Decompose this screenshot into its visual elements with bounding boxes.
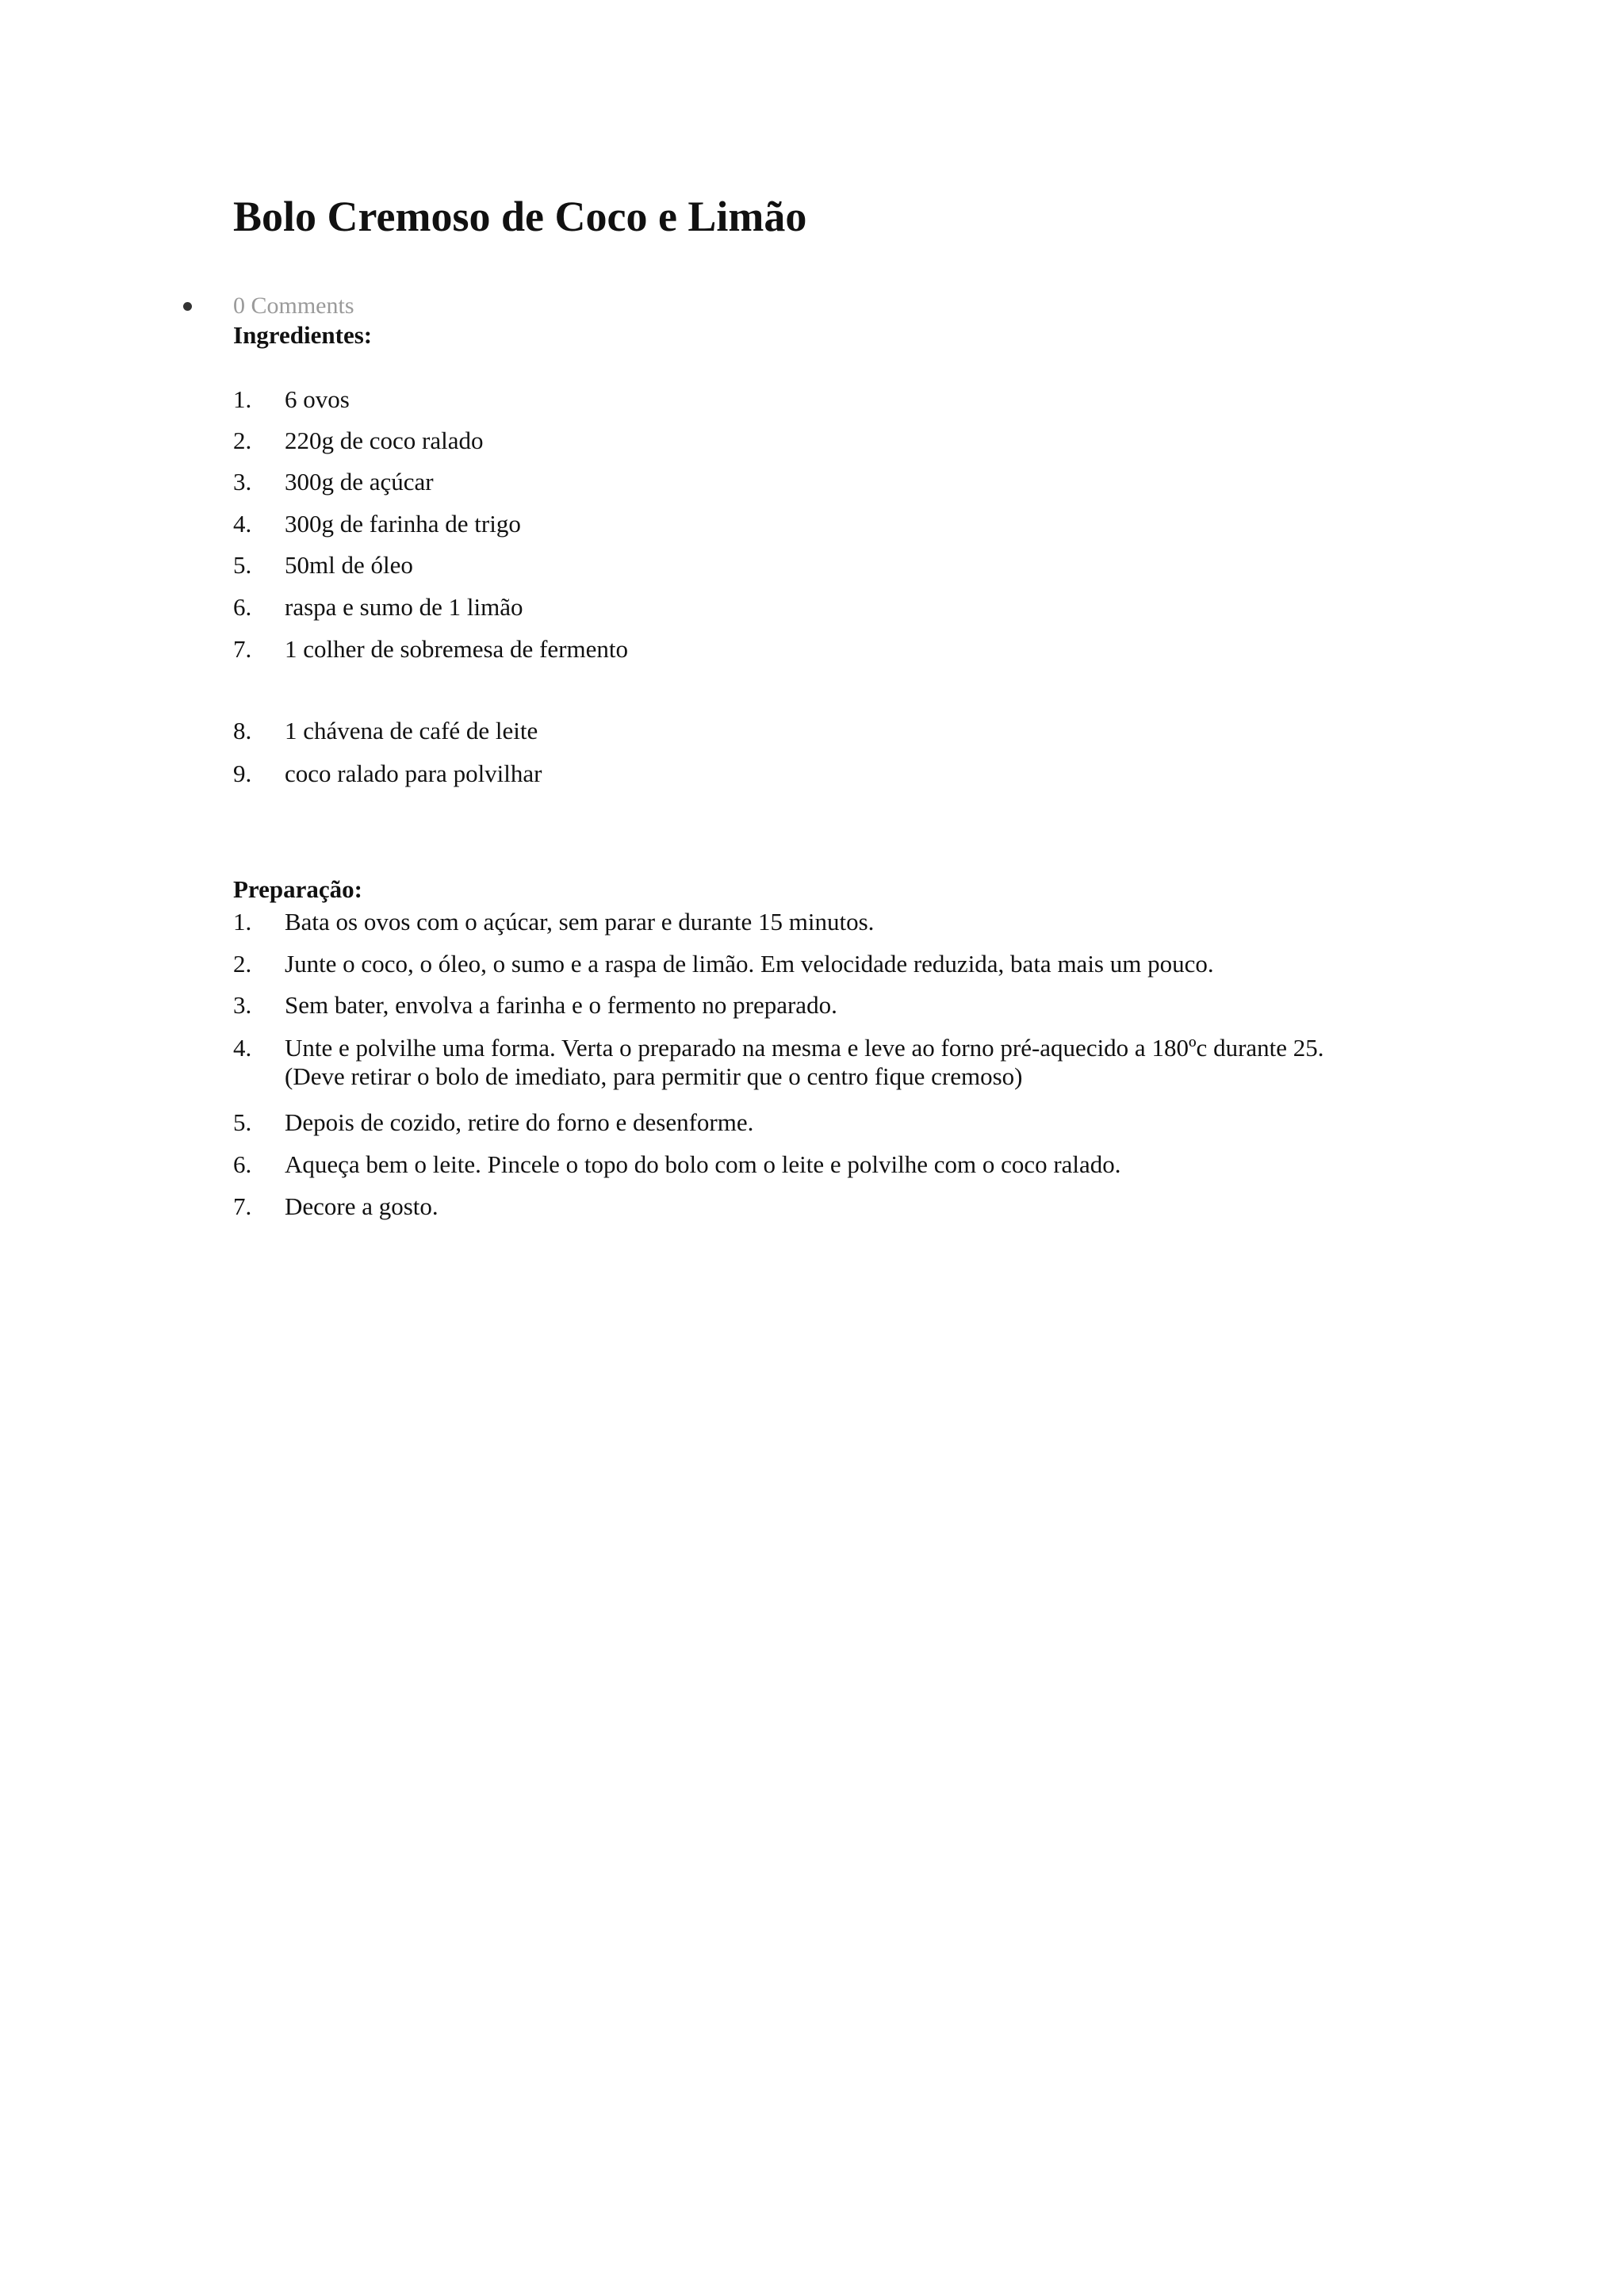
ingredient-text: 220g de coco ralado <box>285 427 484 454</box>
ingredient-text: coco ralado para polvilhar <box>285 760 542 787</box>
list-number: 2. <box>233 427 252 454</box>
preparation-heading: Preparação: <box>233 875 362 903</box>
ingredient-text: 1 chávena de café de leite <box>285 717 538 744</box>
list-number: 2. <box>233 950 252 978</box>
comments-row <box>0 290 1624 322</box>
comments-link[interactable]: 0 Comments <box>233 293 354 319</box>
list-number: 1. <box>233 385 252 413</box>
list-number: 9. <box>233 760 252 787</box>
ingredient-text: 300g de açúcar <box>285 468 434 496</box>
page-title: Bolo Cremoso de Coco e Limão <box>233 193 807 240</box>
list-number: 6. <box>233 1150 252 1178</box>
list-number: 7. <box>233 635 252 663</box>
list-number: 8. <box>233 717 252 744</box>
step-text: Bata os ovos com o açúcar, sem parar e durante 15 minutos. <box>285 908 875 936</box>
step-text: Junte o coco, o óleo, o sumo e a raspa de limão. Em velocidade reduzida, bata mais um pouco. <box>285 950 1214 978</box>
ingredient-text: 50ml de óleo <box>285 551 413 579</box>
list-number: 6. <box>233 593 252 621</box>
list-number: 3. <box>233 991 252 1019</box>
ingredient-text: 1 colher de sobremesa de fermento <box>285 635 628 663</box>
ingredients-heading: Ingredientes: <box>233 321 373 349</box>
list-number: 4. <box>233 510 252 538</box>
ingredient-text: raspa e sumo de 1 limão <box>285 593 523 621</box>
list-number: 7. <box>233 1192 252 1220</box>
step-text: Aqueça bem o leite. Pincele o topo do bolo com o leite e polvilhe com o coco ralado. <box>285 1150 1121 1178</box>
ingredient-text: 6 ovos <box>285 385 350 413</box>
ingredient-text: 300g de farinha de trigo <box>285 510 521 538</box>
step-text: Decore a gosto. <box>285 1192 439 1220</box>
list-number: 5. <box>233 1108 252 1136</box>
step-text: Unte e polvilhe uma forma. Verta o preparado na mesma e leve ao forno pré-aquecido a 180ºc durante 25. (Deve retirar o bolo de imediato, para permitir que o centro fique cremoso) <box>285 1034 1324 1090</box>
list-number: 5. <box>233 551 252 579</box>
list-number: 4. <box>233 1034 252 1062</box>
bullet-icon <box>183 302 192 311</box>
step-text: Sem bater, envolva a farinha e o fermento no preparado. <box>285 991 837 1019</box>
list-number: 1. <box>233 908 252 936</box>
list-number: 3. <box>233 468 252 496</box>
step-text: Depois de cozido, retire do forno e desenforme. <box>285 1108 754 1136</box>
